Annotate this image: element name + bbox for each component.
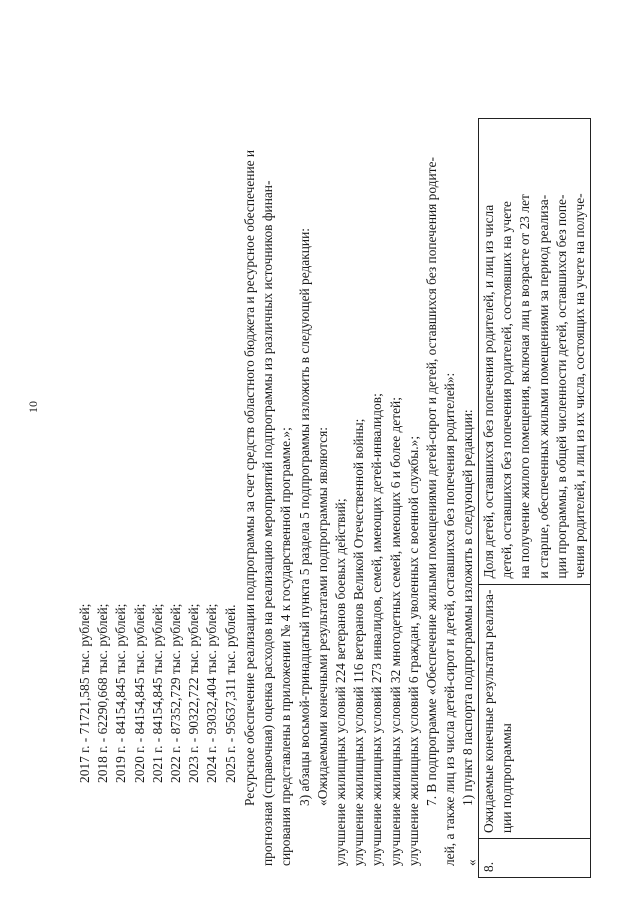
paragraph-line: прогнозная (справочная) оценка расходов на реализацию мероприятий подпрограммы из различных источников финан- xyxy=(260,180,276,866)
table-row xyxy=(479,119,591,878)
row-text-line: и старше, обеспеченных жилыми помещениями за период реализа- xyxy=(535,194,551,579)
year-line: 2018 г. - 62290,668 тыс. рублей; xyxy=(95,603,111,783)
page-number: 10 xyxy=(26,401,40,413)
row-text-line: чения родителей, и лиц из их числа, состоящих на учете на получе- xyxy=(572,193,588,579)
paragraph-line: 3) абзацы восьмой-тринадцатый пункта 5 раздела 5 подпрограммы изложить в следующей редакции: xyxy=(296,228,312,806)
year-line: 2023 г. - 90322,722 тыс. рублей; xyxy=(186,603,202,783)
row-text-line: на получение жилого помещения, включая лиц в возрасте от 23 лет xyxy=(517,194,533,579)
paragraph-line: 1) пункт 8 паспорта подпрограммы изложить в следующей редакции: xyxy=(460,409,476,806)
paragraph-line: 7. В подпрограмме «Обеспечение жилыми помещениями детей-сирот и детей, оставшихся без попечения родите- xyxy=(424,157,440,806)
row-text-line: детей, оставшихся без попечения родителей, состоявших на учете xyxy=(499,201,515,579)
paragraph-line: улучшение жилищных условий 224 ветеранов боевых действий; xyxy=(333,498,349,866)
paragraph-line: улучшение жилищных условий 273 инвалидов, семей, имеющих детей-инвалидов; xyxy=(369,393,385,866)
row-name-line: ции подпрограммы xyxy=(499,723,515,833)
body-text xyxy=(241,26,478,866)
row-name-line: Ожидаемые конечные результаты реализа- xyxy=(481,589,496,833)
paragraph-line: «Ожидаемыми конечными результатами подпрограммы являются: xyxy=(314,427,330,806)
row-text-cell xyxy=(479,119,591,585)
row-text-line: ции программы, в общей численности детей, оставшихся без попе- xyxy=(553,194,569,579)
year-line: 2021 г. - 84154,845 тыс. рублей; xyxy=(149,603,165,783)
row-number-cell: 8. xyxy=(479,839,591,878)
paragraph-line: улучшение жилищных условий 32 многодетных семей, имеющих 6 и более детей; xyxy=(387,397,403,866)
year-line: 2025 г. - 95637,311 тыс. рублей. xyxy=(222,604,238,783)
opening-quote: « xyxy=(464,859,479,866)
year-line: 2022 г. - 87352,729 тыс. рублей; xyxy=(168,603,184,783)
year-line: 2019 г. - 84154,845 тыс. рублей; xyxy=(113,603,129,783)
paragraph-line: улучшение жилищных условий 6 граждан, уволенных с военной службы.»; xyxy=(405,435,421,866)
paragraph-line: сирования представлены в приложении № 4 к государственной программе.»; xyxy=(278,427,294,866)
row-text-line: Доля детей, оставшихся без попечения родителей, и лиц из числа xyxy=(481,204,496,579)
row-name-cell xyxy=(479,584,591,838)
year-line: 2020 г. - 84154,845 тыс. рублей; xyxy=(131,603,147,783)
paragraph-line: улучшение жилищных условий 116 ветеранов Великой Отечественной войны; xyxy=(351,418,367,866)
passport-table xyxy=(478,118,591,878)
year-line: 2017 г. - 71721,585 тыс. рублей; xyxy=(77,603,92,783)
rotated-content xyxy=(18,18,598,878)
paragraph-line: лей, а также лиц из числа детей-сирот и детей, оставшихся без попечения родителей»: xyxy=(442,372,458,866)
paragraph-line: Ресурсное обеспечение реализации подпрограммы за счет средств областного бюджета и ресурсное обеспечение и xyxy=(242,149,257,806)
funding-by-year-list xyxy=(76,483,240,783)
year-line: 2024 г. - 93032,404 тыс. рублей; xyxy=(204,603,220,783)
